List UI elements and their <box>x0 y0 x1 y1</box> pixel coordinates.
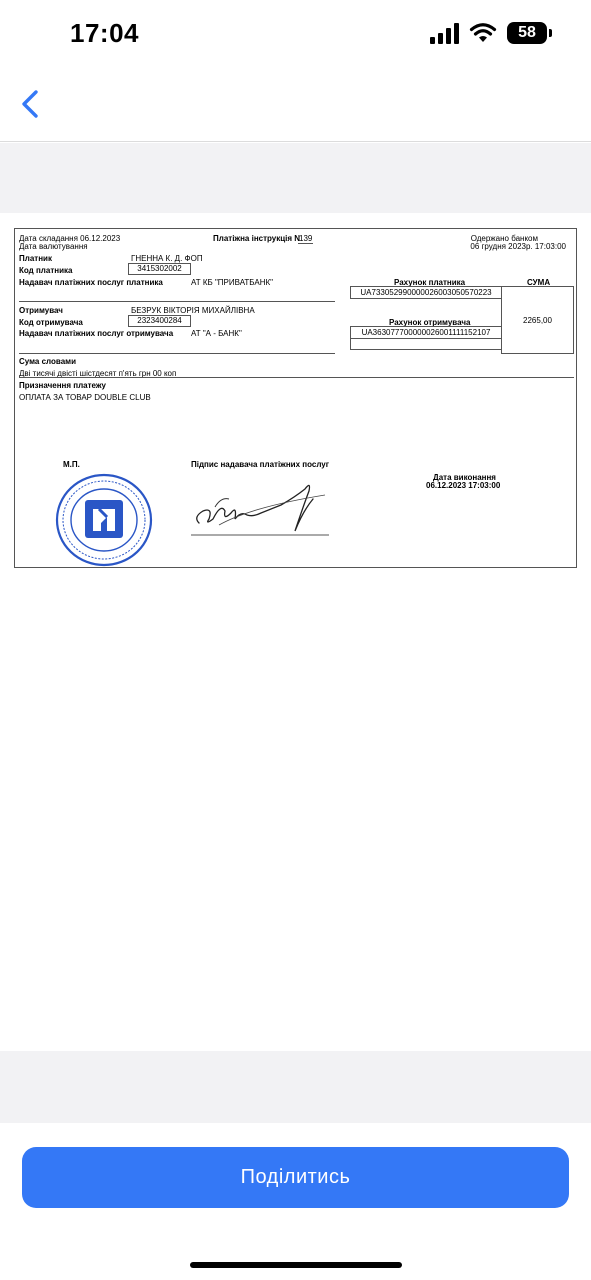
wifi-icon <box>469 22 497 44</box>
payer-account: UA733052990000026003050570223 <box>350 286 502 299</box>
recipient-name: БЕЗРУК ВІКТОРІЯ МИХАЙЛІВНА <box>131 306 255 315</box>
battery-level: 58 <box>518 24 536 41</box>
bank-seal-icon <box>55 473 153 567</box>
payer-label: Платник <box>19 254 52 263</box>
received-label: Одержано банком <box>470 234 538 243</box>
purpose: ОПЛАТА ЗА ТОВАР DOUBLE CLUB <box>19 393 151 402</box>
execution-datetime: 06.12.2023 17:03:00 <box>426 481 501 490</box>
instruction-label: Платіжна інструкція N <box>213 234 301 243</box>
status-icons <box>430 22 547 44</box>
status-time: 17:04 <box>70 18 139 48</box>
received-datetime: 06 грудня 2023р. 17:03:00 <box>470 242 566 251</box>
bottom-band <box>0 1051 591 1123</box>
chevron-left-icon <box>16 86 48 122</box>
payer-bank: АТ КБ "ПРИВАТБАНК" <box>191 278 273 287</box>
divider <box>19 353 335 354</box>
execution-label: Дата виконання <box>433 473 496 482</box>
divider <box>19 377 574 378</box>
stamp-label: М.П. <box>63 460 80 469</box>
recipient-account: UA363077700000026001111152107 <box>350 326 502 339</box>
signature-image <box>191 467 331 537</box>
sum-value: 2265,00 <box>501 286 574 354</box>
recipient-code-label: Код отримувача <box>19 318 83 327</box>
share-button[interactable]: Поділитись <box>22 1147 569 1208</box>
payment-document <box>14 228 577 568</box>
sum-words-label: Сума словами <box>19 357 77 366</box>
payer-code: 3415302002 <box>128 263 191 275</box>
recipient-label: Отримувач <box>19 306 63 315</box>
back-button[interactable] <box>16 86 48 122</box>
signature-label: Підпис надавача платіжних послуг <box>191 460 330 469</box>
divider <box>19 301 335 302</box>
sum-label: СУМА <box>527 278 551 287</box>
instruction-number: 139 <box>299 234 313 243</box>
empty-cell <box>350 338 502 350</box>
recipient-account-label: Рахунок отримувача <box>389 318 471 327</box>
nav-bar <box>0 70 591 142</box>
payer-bank-label: Надавач платіжних послуг платника <box>19 278 163 287</box>
payer-code-label: Код платника <box>19 266 73 275</box>
cellular-signal-icon <box>430 22 459 44</box>
recipient-bank-label: Надавач платіжних послуг отримувача <box>19 329 174 338</box>
date-composed: Дата складання 06.12.2023 <box>19 234 121 243</box>
sum-words: Дві тисячі двісті шістдесят п'ять грн 00 коп <box>19 369 177 378</box>
battery-icon <box>507 22 547 44</box>
home-indicator <box>190 1262 402 1268</box>
recipient-bank: АТ "А - БАНК" <box>191 329 242 338</box>
payer-name: ГНЕННА К. Д. ФОП <box>131 254 203 263</box>
purpose-label: Призначення платежу <box>19 381 107 390</box>
date-valuation: Дата валютування <box>19 242 88 251</box>
recipient-code: 2323400284 <box>128 315 191 327</box>
payer-account-label: Рахунок платника <box>394 278 466 287</box>
top-band <box>0 143 591 213</box>
